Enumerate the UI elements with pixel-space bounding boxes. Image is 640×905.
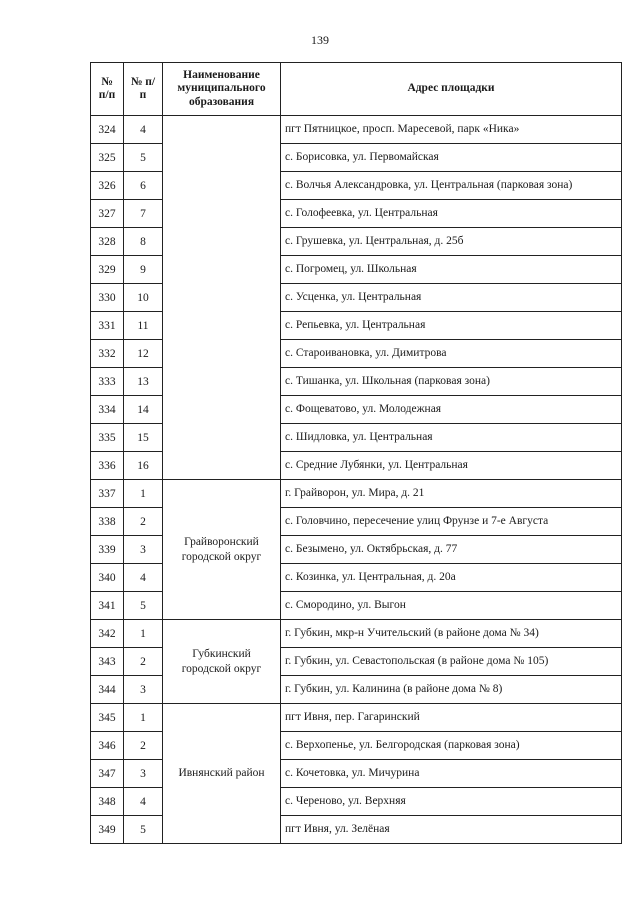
row-sub-number: 2 — [124, 508, 163, 536]
row-number: 348 — [91, 788, 124, 816]
row-sub-number: 1 — [124, 620, 163, 648]
row-number: 333 — [91, 368, 124, 396]
row-number: 341 — [91, 592, 124, 620]
row-number: 334 — [91, 396, 124, 424]
header-address: Адрес площадки — [281, 63, 622, 116]
venue-address: г. Грайворон, ул. Мира, д. 21 — [281, 480, 622, 508]
row-sub-number: 4 — [124, 116, 163, 144]
venue-address: с. Череново, ул. Верхняя — [281, 788, 622, 816]
row-number: 335 — [91, 424, 124, 452]
municipality-name — [163, 116, 281, 480]
row-sub-number: 11 — [124, 312, 163, 340]
row-number: 326 — [91, 172, 124, 200]
row-number: 338 — [91, 508, 124, 536]
row-sub-number: 8 — [124, 228, 163, 256]
venue-address: с. Борисовка, ул. Первомайская — [281, 144, 622, 172]
venue-address: с. Смородино, ул. Выгон — [281, 592, 622, 620]
row-number: 328 — [91, 228, 124, 256]
row-sub-number: 3 — [124, 536, 163, 564]
venue-address: пгт Пятницкое, просп. Маресевой, парк «Ника» — [281, 116, 622, 144]
row-number: 337 — [91, 480, 124, 508]
row-sub-number: 5 — [124, 592, 163, 620]
venue-address: с. Головчино, пересечение улиц Фрунзе и 7-е Августа — [281, 508, 622, 536]
venue-table — [90, 62, 622, 844]
row-number: 339 — [91, 536, 124, 564]
header-sub-num: № п/п — [124, 63, 163, 116]
row-sub-number: 15 — [124, 424, 163, 452]
row-number: 327 — [91, 200, 124, 228]
table-header-row — [91, 63, 622, 116]
venue-address: с. Тишанка, ул. Школьная (парковая зона) — [281, 368, 622, 396]
venue-address: с. Усценка, ул. Центральная — [281, 284, 622, 312]
row-sub-number: 3 — [124, 760, 163, 788]
row-number: 342 — [91, 620, 124, 648]
row-number: 331 — [91, 312, 124, 340]
municipality-name: Грайворонский городской округ — [163, 480, 281, 620]
venue-address: с. Волчья Александровка, ул. Центральная (парковая зона) — [281, 172, 622, 200]
row-number: 344 — [91, 676, 124, 704]
venue-address: пгт Ивня, ул. Зелёная — [281, 816, 622, 844]
row-number: 330 — [91, 284, 124, 312]
venue-address: с. Безымено, ул. Октябрьская, д. 77 — [281, 536, 622, 564]
venue-address: с. Репьевка, ул. Центральная — [281, 312, 622, 340]
header-num: № п/п — [91, 63, 124, 116]
venue-address: с. Козинка, ул. Центральная, д. 20а — [281, 564, 622, 592]
table-row — [91, 704, 622, 732]
table-row — [91, 116, 622, 144]
row-number: 340 — [91, 564, 124, 592]
row-sub-number: 2 — [124, 732, 163, 760]
row-number: 343 — [91, 648, 124, 676]
venue-address: пгт Ивня, пер. Гагаринский — [281, 704, 622, 732]
row-sub-number: 1 — [124, 704, 163, 732]
table-row — [91, 480, 622, 508]
row-number: 346 — [91, 732, 124, 760]
row-sub-number: 7 — [124, 200, 163, 228]
row-number: 347 — [91, 760, 124, 788]
row-sub-number: 5 — [124, 144, 163, 172]
row-sub-number: 9 — [124, 256, 163, 284]
row-number: 336 — [91, 452, 124, 480]
venue-address: с. Средние Лубянки, ул. Центральная — [281, 452, 622, 480]
row-sub-number: 12 — [124, 340, 163, 368]
venue-address: с. Погромец, ул. Школьная — [281, 256, 622, 284]
venue-address: с. Фощеватово, ул. Молодежная — [281, 396, 622, 424]
row-sub-number: 1 — [124, 480, 163, 508]
row-number: 329 — [91, 256, 124, 284]
venue-address: г. Губкин, ул. Севастопольская (в районе дома № 105) — [281, 648, 622, 676]
row-number: 324 — [91, 116, 124, 144]
row-sub-number: 4 — [124, 564, 163, 592]
row-number: 332 — [91, 340, 124, 368]
row-number: 345 — [91, 704, 124, 732]
venue-address: с. Шидловка, ул. Центральная — [281, 424, 622, 452]
row-sub-number: 10 — [124, 284, 163, 312]
row-sub-number: 3 — [124, 676, 163, 704]
venue-address: г. Губкин, ул. Калинина (в районе дома № 8) — [281, 676, 622, 704]
row-sub-number: 4 — [124, 788, 163, 816]
header-municipality: Наименование муниципального образования — [163, 63, 281, 116]
venue-address: с. Верхопенье, ул. Белгородская (парковая зона) — [281, 732, 622, 760]
municipality-name: Ивнянский район — [163, 704, 281, 844]
municipality-name: Губкинский городской округ — [163, 620, 281, 704]
row-number: 325 — [91, 144, 124, 172]
row-sub-number: 13 — [124, 368, 163, 396]
table-row — [91, 620, 622, 648]
venue-address: с. Кочетовка, ул. Мичурина — [281, 760, 622, 788]
venue-address: г. Губкин, мкр-н Учительский (в районе дома № 34) — [281, 620, 622, 648]
venue-address: с. Староивановка, ул. Димитрова — [281, 340, 622, 368]
table-body — [91, 116, 622, 844]
row-sub-number: 5 — [124, 816, 163, 844]
row-sub-number: 6 — [124, 172, 163, 200]
row-sub-number: 14 — [124, 396, 163, 424]
venue-address: с. Голофеевка, ул. Центральная — [281, 200, 622, 228]
page-number: 139 — [311, 33, 329, 47]
row-sub-number: 2 — [124, 648, 163, 676]
row-sub-number: 16 — [124, 452, 163, 480]
venue-address: с. Грушевка, ул. Центральная, д. 25б — [281, 228, 622, 256]
row-number: 349 — [91, 816, 124, 844]
